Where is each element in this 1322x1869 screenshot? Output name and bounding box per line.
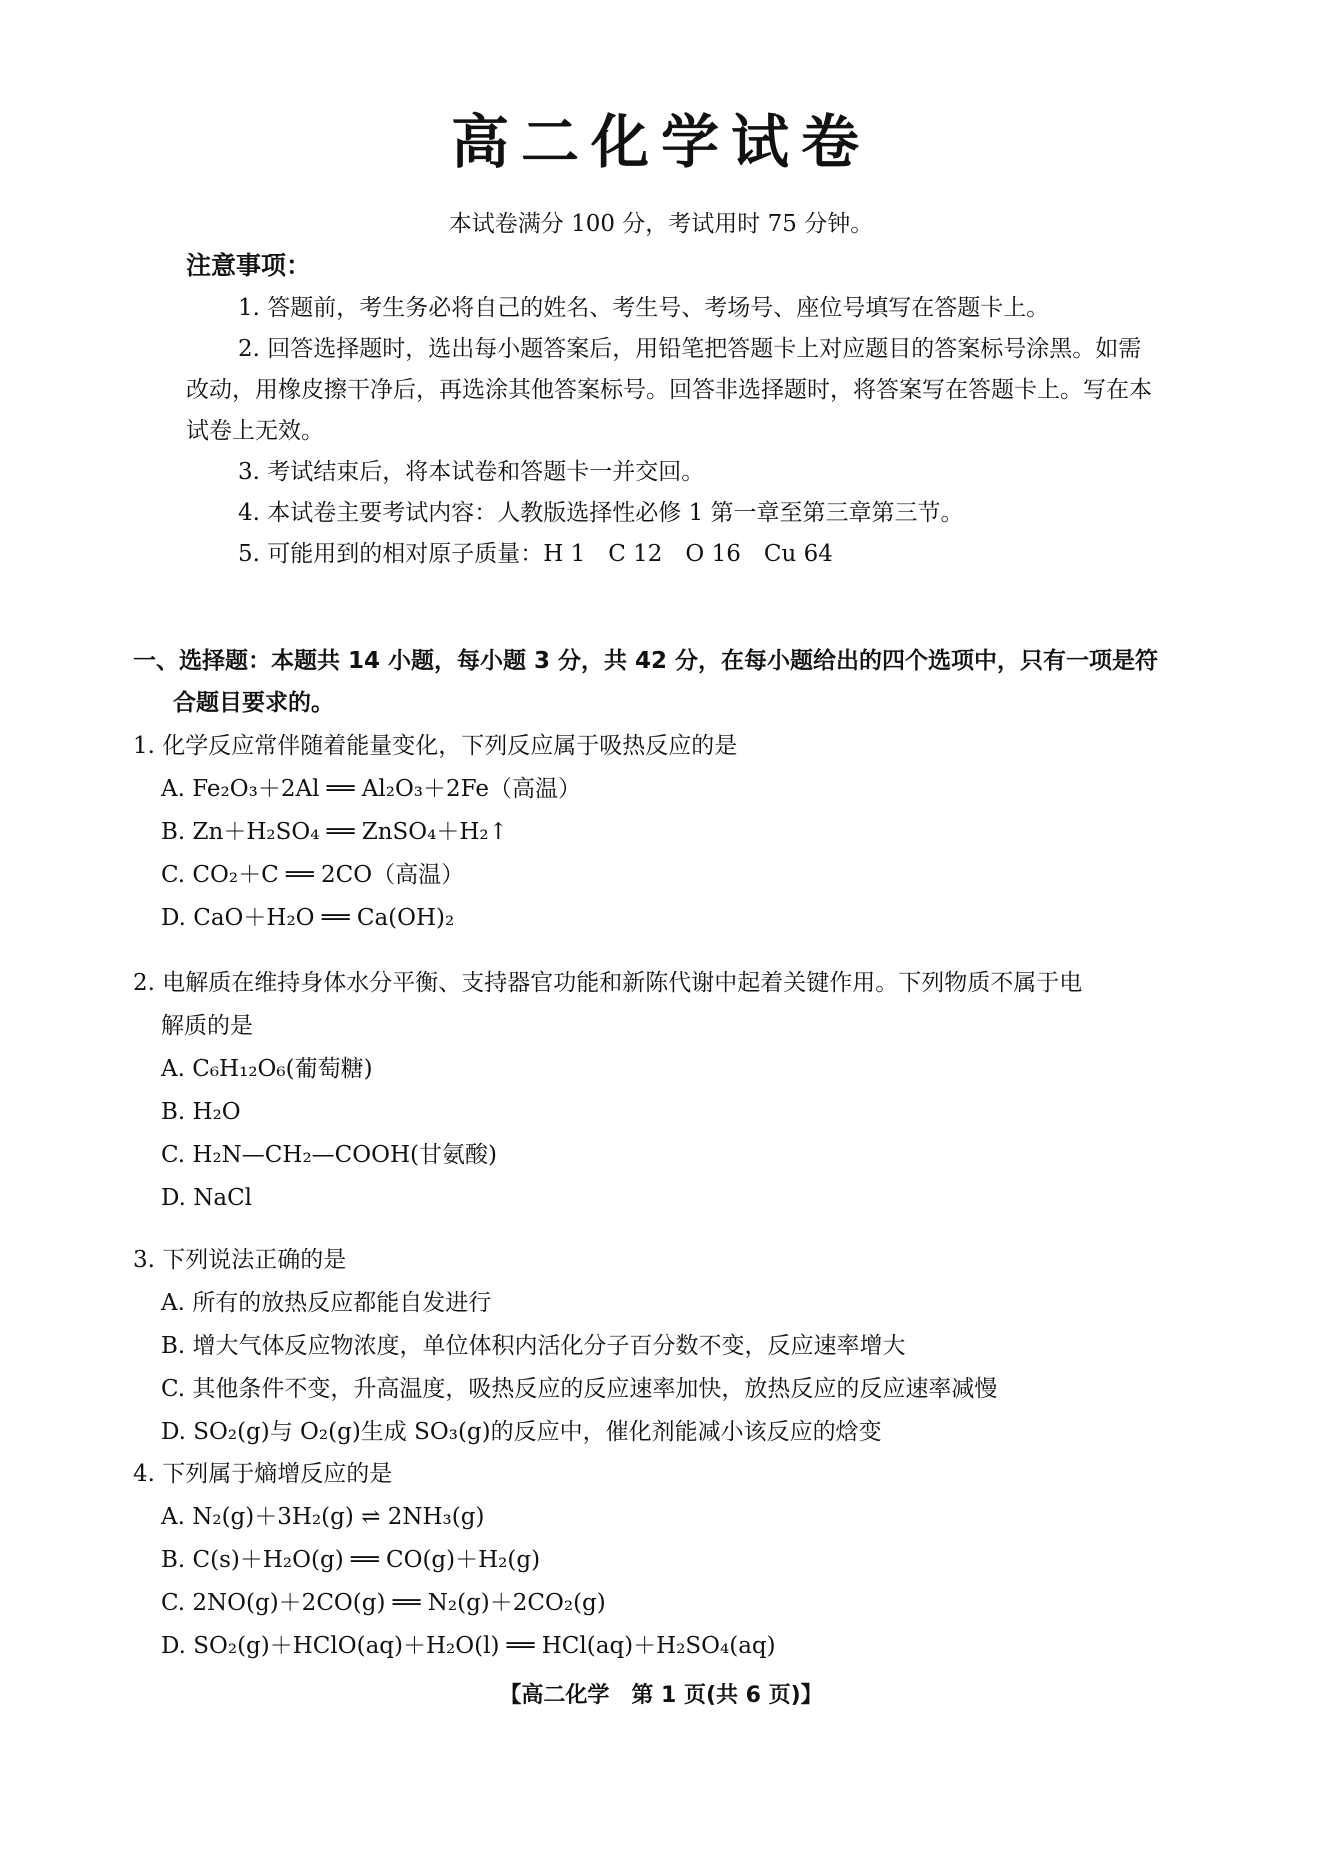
option-c: C. H₂N—CH₂—COOH(甘氨酸) [161,1142,497,1168]
page-title: 高二化学试卷 [450,108,871,176]
note-item: 2. 回答选择题时，选出每小题答案后，用铅笔把答题卡上对应题目的答案标号涂黑。如需改动，用橡皮擦干净后，再选涂其他答案标号。回答非选择题时，将答案写在答题卡上。写在本试卷上无效。 [186,336,1152,444]
question-stem: 4. 下列属于熵增反应的是 [133,1461,393,1487]
question-stem-cont: 解质的是 [161,1013,253,1039]
section-heading [133,640,1203,724]
note-item: 5. 可能用到的相对原子质量：H 1 C 12 O 16 Cu 64 [238,541,833,567]
option-c: C. 其他条件不变，升高温度，吸热反应的反应速率加快，放热反应的反应速率减慢 [161,1376,998,1402]
option-d: D. NaCl [161,1185,253,1211]
option-b: B. 增大气体反应物浓度，单位体积内活化分子百分数不变，反应速率增大 [161,1333,906,1359]
option-b: B. H₂O [161,1099,241,1125]
exam-info: 本试卷满分 100 分，考试用时 75 分钟。 [448,211,874,237]
option-a: A. N₂(g)＋3H₂(g) ⇌ 2NH₃(g) [161,1504,485,1530]
section-heading-line: 合题目要求的。 [173,690,334,716]
note-item: 4. 本试卷主要考试内容：人教版选择性必修 1 第一章至第三章第三节。 [238,500,964,526]
option-d: D. CaO＋H₂O ══ Ca(OH)₂ [161,905,455,931]
question-stem: 3. 下列说法正确的是 [133,1247,347,1273]
option-c: C. 2NO(g)＋2CO(g) ══ N₂(g)＋2CO₂(g) [161,1590,606,1616]
question-4 [133,1453,1208,1668]
note-item: 1. 答题前，考生务必将自己的姓名、考生号、考场号、座位号填写在答题卡上。 [238,295,1050,321]
option-a: A. C₆H₁₂O₆(葡萄糖) [161,1056,373,1082]
option-a: A. 所有的放热反应都能自发进行 [161,1290,492,1316]
option-c: C. CO₂＋C ══ 2CO（高温） [161,862,465,888]
notes-heading: 注意事项： [186,251,312,280]
option-a: A. Fe₂O₃＋2Al ══ Al₂O₃＋2Fe（高温） [161,776,581,802]
option-b: B. Zn＋H₂SO₄ ══ ZnSO₄＋H₂↑ [161,819,508,845]
question-3 [133,1239,1208,1454]
option-d: D. SO₂(g)与 O₂(g)生成 SO₃(g)的反应中，催化剂能减小该反应的焓变 [161,1419,882,1445]
question-1 [133,725,1208,940]
section-heading-line: 一、选择题：本题共 14 小题，每小题 3 分，共 42 分，在每小题给出的四个选项中，只有一项是符 [133,648,1159,674]
option-b: B. C(s)＋H₂O(g) ══ CO(g)＋H₂(g) [161,1547,541,1573]
question-stem: 2. 电解质在维持身体水分平衡、支持器官功能和新陈代谢中起着关键作用。下列物质不属于电 [133,970,1083,996]
question-stem: 1. 化学反应常伴随着能量变化，下列反应属于吸热反应的是 [133,733,738,759]
option-d: D. SO₂(g)＋HClO(aq)＋H₂O(l) ══ HCl(aq)＋H₂SO₄(aq) [161,1633,776,1659]
note-item: 3. 考试结束后，将本试卷和答题卡一并交回。 [238,459,705,485]
page-footer: 【高二化学 第 1 页(共 6 页)】 [499,1683,823,1708]
notes-list [186,288,1156,575]
question-2 [133,962,1208,1220]
